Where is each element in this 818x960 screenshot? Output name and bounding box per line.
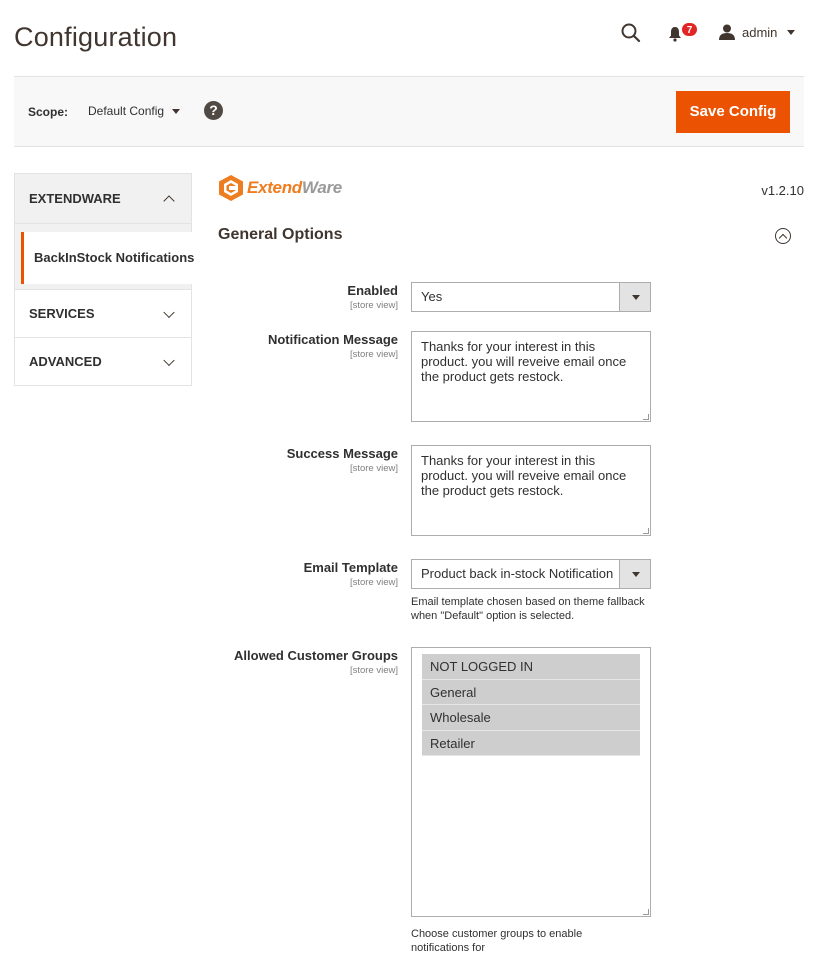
save-config-button[interactable]: Save Config bbox=[676, 91, 790, 133]
sidebar-section-extendware[interactable] bbox=[15, 174, 191, 224]
enabled-select[interactable]: Yes bbox=[411, 282, 651, 312]
sidebar-section-label: ADVANCED bbox=[29, 354, 102, 369]
notification-message-textarea[interactable]: Thanks for your interest in this product. you will reveive email once the product gets restock. bbox=[411, 331, 651, 422]
sidebar-section-label: SERVICES bbox=[29, 306, 95, 321]
search-icon[interactable] bbox=[620, 22, 642, 44]
collapse-section-icon[interactable] bbox=[775, 228, 791, 244]
field-label-success-message: Success Message [store view] bbox=[286, 446, 398, 474]
sidebar-item-backinstock-notifications[interactable]: BackInStock Notifications bbox=[21, 232, 193, 284]
field-label-email-template: Email Template [store view] bbox=[303, 560, 398, 588]
scope-label: Scope: bbox=[28, 105, 69, 119]
sidebar-section-label: EXTENDWARE bbox=[29, 191, 121, 206]
module-version: v1.2.10 bbox=[761, 183, 804, 198]
page-title: Configuration bbox=[14, 22, 178, 52]
chevron-down-icon bbox=[619, 283, 650, 311]
section-title: General Options bbox=[218, 226, 343, 243]
resize-handle-icon[interactable] bbox=[643, 414, 649, 420]
field-label-customer-groups: Allowed Customer Groups [store view] bbox=[234, 648, 398, 676]
customer-groups-note: Choose customer groups to enable notifications for bbox=[411, 928, 583, 954]
list-item[interactable]: General bbox=[422, 680, 640, 706]
scope-value: Default Config bbox=[88, 104, 165, 118]
chevron-up-icon bbox=[163, 195, 174, 206]
chevron-down-icon bbox=[619, 560, 650, 588]
notifications-count-badge: 7 bbox=[681, 22, 698, 37]
scope-switcher[interactable] bbox=[88, 104, 180, 118]
scope-toolbar bbox=[14, 76, 804, 147]
customer-groups-multiselect[interactable] bbox=[411, 647, 651, 917]
field-label-notification-message: Notification Message [store view] bbox=[267, 332, 398, 360]
resize-handle-icon[interactable] bbox=[643, 909, 649, 915]
user-account-menu[interactable] bbox=[718, 22, 795, 42]
extendware-logo-icon bbox=[218, 174, 244, 202]
sidebar-subitems bbox=[15, 224, 195, 290]
chevron-down-icon bbox=[787, 30, 795, 35]
user-icon bbox=[718, 24, 736, 40]
resize-handle-icon[interactable] bbox=[643, 528, 649, 534]
list-item[interactable]: NOT LOGGED IN bbox=[422, 654, 640, 680]
help-icon[interactable]: ? bbox=[204, 101, 223, 120]
notifications-button[interactable] bbox=[668, 24, 700, 44]
user-name: admin bbox=[742, 24, 778, 40]
list-item[interactable]: Wholesale bbox=[422, 705, 640, 731]
chevron-down-icon bbox=[172, 109, 180, 114]
extendware-logo-text: ExtendWare bbox=[247, 178, 342, 197]
email-template-select[interactable]: Product back in-stock Notification bbox=[411, 559, 651, 589]
bell-icon bbox=[668, 26, 682, 42]
success-message-textarea[interactable]: Thanks for your interest in this product. you will reveive email once the product gets restock. bbox=[411, 445, 651, 536]
field-label-enabled: Enabled [store view] bbox=[347, 283, 398, 311]
extendware-logo bbox=[218, 174, 342, 202]
email-template-note: Email template chosen based on theme fallback when "Default" option is selected. bbox=[411, 596, 645, 622]
list-item[interactable]: Retailer bbox=[422, 731, 640, 757]
